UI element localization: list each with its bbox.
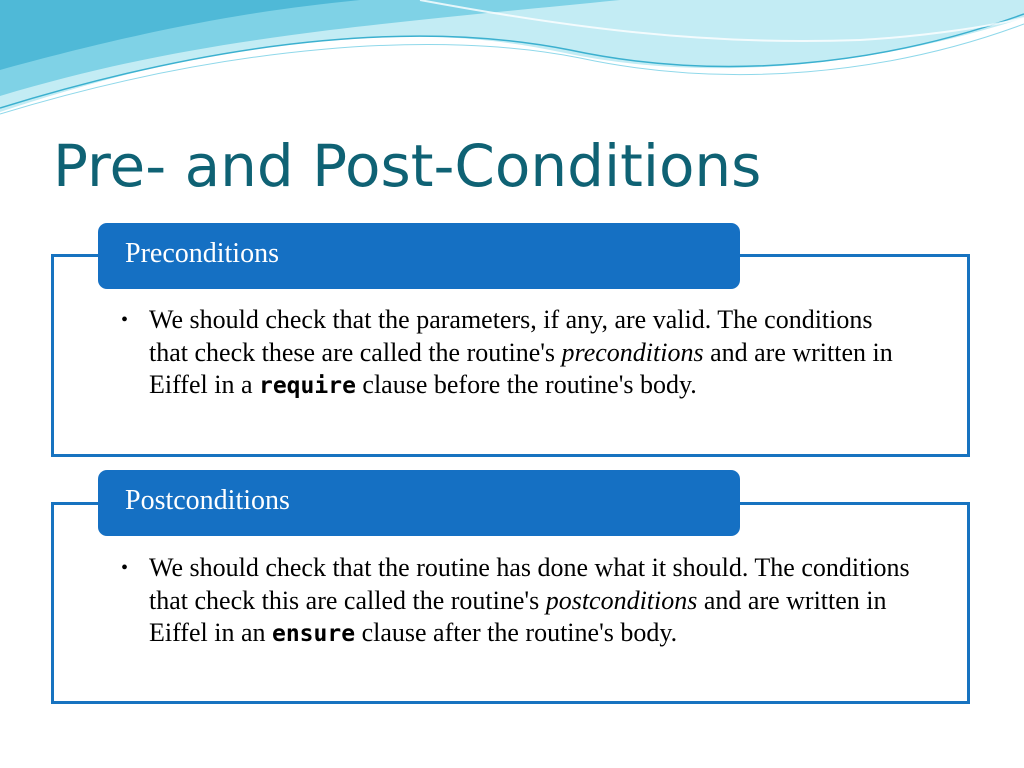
slide-title: Pre- and Post-Conditions	[53, 132, 762, 200]
bullet-dot-icon: •	[121, 557, 129, 579]
decorative-wave-banner	[0, 0, 1024, 120]
preconditions-bullet	[121, 304, 911, 403]
postconditions-heading: Postconditions	[98, 470, 740, 536]
require-keyword: require	[258, 373, 356, 399]
preconditions-text-before: We should check that the parameters, if any, are valid. The conditions that check these are called the routine's	[149, 305, 873, 367]
bullet-dot-icon: •	[121, 309, 129, 331]
postconditions-text-middle: and are written in Eiffel in an	[149, 585, 887, 647]
postconditions-bullet	[121, 552, 911, 651]
preconditions-term: preconditions	[561, 337, 704, 367]
preconditions-text-middle: and are written in Eiffel in a	[149, 337, 893, 399]
preconditions-text-after: clause before the routine's body.	[362, 370, 697, 399]
postconditions-bullet-list	[121, 552, 911, 651]
postconditions-term: postconditions	[545, 585, 698, 615]
postconditions-text-before: We should check that the routine has done what it should. The conditions that check this are called the routine's	[149, 553, 910, 615]
preconditions-heading: Preconditions	[98, 223, 740, 289]
postconditions-text-after: clause after the routine's body.	[361, 618, 678, 647]
preconditions-bullet-list	[121, 304, 911, 403]
ensure-keyword: ensure	[271, 621, 356, 647]
